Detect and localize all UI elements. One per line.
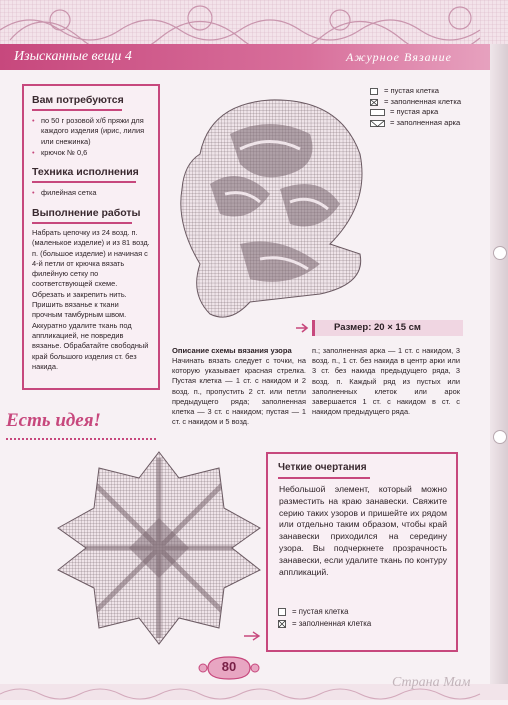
materials-item: • по 50 г розовой х/б пряжи для каждого изделия (ирис, лилия или снежинка) [32,116,145,146]
snowflake-filet-diagram [54,448,264,648]
legend-item: = пустая клетка [278,606,438,618]
filled-cell-icon [278,620,287,628]
description-text-2: п.; заполненная арка — 1 ст. с накидом, 3 возд. п., 1 ст. без накида в центр арки или 3 ст. без накида предыдущего ряда, 3 возд. п. Каждый ряд из пустых или заполненных клеток или арок завершается 1 ст. с накидом в ст. с накидом предыдущего ряда. [312,346,460,417]
start-arrow-icon [244,632,259,640]
magazine-title: Изысканные вещи 4 [14,49,132,64]
legend-item: = заполненная клетка [370,97,482,108]
page-number: 80 [221,659,237,674]
idea-divider [6,438,156,440]
legend-item: = пустая арка [370,107,482,118]
bullet-icon: • [32,148,35,157]
section-title: Ажурное Вязание [346,50,452,64]
rose-filet-diagram [170,94,370,324]
legend-item: = заполненная арка [370,118,482,129]
technique-item: • филейная сетка [32,188,97,197]
execution-text: Набрать цепочку из 24 возд. п. (маленькое изделие) и из 81 возд. п. (большое изделие) и начиная с 4-й петли от крючка вязать филейную сетку по соответствующей схеме. Обрезать и закрепить нить. Пришить вязанье к ткани прочным тамбурным швом. Аккуратно удалите ткань под аппликацией, не повредив вязанье. Обрабатайте свободный край большого изделия ст. без накида. [32,228,150,371]
legend-bottom [278,606,438,630]
size-label: Размер: 20 × 15 см [334,322,421,333]
filled-cell-icon [370,99,379,106]
idea-text: Небольшой элемент, который можно разместить на краю занавески. Свяжите серию таких узоров и пришейте их рядом или отдельно таким образом, чтобы край занавески приходился на середину узора. Вы подчеркнете прозрачность занавески, если удалите ткань по контуру аппликаций. [279,484,447,577]
filled-arch-icon [370,120,386,127]
binder-hole [493,246,507,260]
description-column-2 [312,346,460,417]
empty-arch-icon [370,109,386,116]
legend-item: = пустая клетка [370,86,482,97]
legend-top [370,86,482,128]
binder-hole [493,430,507,444]
materials-item: • крючок № 0,6 [32,148,88,157]
bullet-icon: • [32,188,35,197]
empty-cell-icon [370,88,379,95]
binding-spine [490,44,508,700]
instructions-box [22,84,160,390]
description-text-1: Начинать вязать следует с точки, на которую указывает красная стрелка. Пустая клетка — 1 ст. с накидом и 2 возд. п., пропустить 2 ст. или петли предыдущего ряда; заполненная клетка — 3 ст. с накидом; пустая — 1 ст. с накидом и 5 возд. [172,356,306,427]
legend-item: = заполненная клетка [278,618,438,630]
idea-box-title: Четкие очертания [278,462,367,473]
technique-title: Техника исполнения [32,166,139,178]
title-underline [32,222,132,224]
execution-title: Выполнение работы [32,207,141,219]
title-underline [32,109,122,111]
description-column-1 [172,346,306,427]
idea-heading: Есть идея! [6,410,101,431]
site-watermark: Страна Мам [392,675,471,690]
start-arrow-icon [296,323,310,333]
materials-title: Вам потребуются [32,94,124,106]
title-underline [32,181,136,183]
top-lace-border [0,0,508,44]
empty-cell-icon [278,608,287,616]
bullet-icon: • [32,116,35,125]
description-title: Описание схемы вязания узора [172,346,292,355]
title-underline [278,477,370,479]
